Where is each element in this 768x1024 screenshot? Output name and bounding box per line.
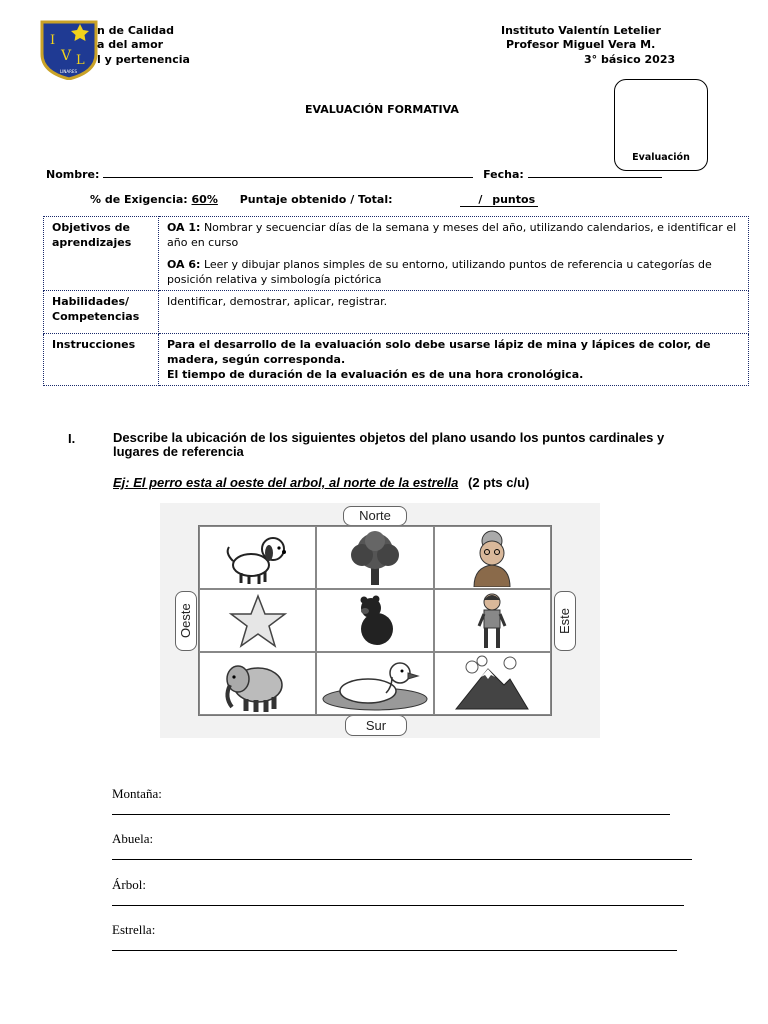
shield-icon <box>40 18 98 80</box>
oa1-text <box>167 220 742 250</box>
table-row <box>44 334 749 386</box>
exigencia-label: % de Exigencia: <box>90 193 188 206</box>
instrucciones-content <box>159 334 749 386</box>
example-line <box>113 475 529 490</box>
duck-icon <box>320 655 430 713</box>
habilidades-text: Identificar, demostrar, aplicar, registrar. <box>159 291 749 334</box>
tree-icon <box>340 529 410 587</box>
instrucciones-line-1: Para el desarrollo de la evaluación solo debe usarse lápiz de mina y lápices de color, de madera, según corresponda. <box>167 338 711 366</box>
map-cell <box>199 526 316 589</box>
star-icon <box>228 593 288 649</box>
oa6-text <box>167 257 742 287</box>
grade-box-label: Evaluación <box>632 152 690 163</box>
puntaje-field[interactable] <box>460 193 538 207</box>
answer-line-abuela[interactable] <box>112 859 692 860</box>
nombre-field[interactable] <box>103 165 473 178</box>
cardinal-map <box>160 503 600 738</box>
oa6-description: Leer y dibujar planos simples de su entorno, utilizando puntos de referencia u categorías de posición relativa y simbología pictórica <box>167 258 712 286</box>
grade-year: 3° básico 2023 <box>584 53 676 66</box>
page-title: EVALUACIÓN FORMATIVA <box>305 103 459 116</box>
mountain-icon <box>452 655 532 713</box>
oa1-code: OA 1: <box>167 221 201 234</box>
school-logo <box>40 18 98 80</box>
south-label: Sur <box>345 715 407 736</box>
puntaje-unit: puntos <box>492 193 536 206</box>
answer-label-arbol: Árbol: <box>112 877 146 892</box>
instrucciones-line-2: El tiempo de duración de la evaluación es de una hora cronológica. <box>167 368 584 381</box>
score-row <box>90 193 538 207</box>
map-cell <box>316 652 433 715</box>
east-label: Este <box>554 591 576 651</box>
map-cell <box>316 589 433 652</box>
grade-box[interactable] <box>614 79 708 171</box>
map-grid <box>198 525 552 716</box>
map-cell <box>199 589 316 652</box>
west-label: Oeste <box>175 591 197 651</box>
nombre-label: Nombre: <box>46 168 100 181</box>
habilidades-label: Habilidades/ Competencias <box>44 291 159 334</box>
fecha-field[interactable] <box>528 165 662 178</box>
example-text: Ej: El perro esta al oeste del arbol, al norte de la estrella <box>113 475 459 490</box>
header-left-line-3: l y pertenencia <box>97 53 190 66</box>
logo-caption: LINARES <box>60 69 77 74</box>
exigencia-value: 60% <box>191 193 218 206</box>
answer-line-arbol[interactable] <box>112 905 684 906</box>
oa6-code: OA 6: <box>167 258 201 271</box>
name-date-row <box>46 165 662 181</box>
dog-icon <box>213 529 303 587</box>
logo-letter-l: L <box>76 53 85 68</box>
map-cell <box>199 652 316 715</box>
elephant-icon <box>218 655 298 713</box>
puntaje-slash: / <box>478 193 483 206</box>
instrucciones-label: Instrucciones <box>44 334 159 386</box>
puntaje-label: Puntaje obtenido / Total: <box>239 193 393 206</box>
bear-icon <box>345 593 405 649</box>
answer-label-estrella: Estrella: <box>112 922 156 937</box>
answer-label-abuela: Abuela: <box>112 831 154 846</box>
table-row <box>44 217 749 291</box>
section-number: I. <box>68 431 76 446</box>
answer-line-estrella[interactable] <box>112 950 677 951</box>
objectives-table <box>43 216 749 386</box>
header-left-line-1: n de Calidad <box>97 24 175 37</box>
institute-name: Instituto Valentín Letelier <box>501 24 661 37</box>
boy-icon <box>467 592 517 650</box>
section-instruction: Describe la ubicación de los siguientes objetos del plano usando los puntos cardinales y lugares de referencia <box>113 430 665 459</box>
teacher-name: Profesor Miguel Vera M. <box>506 38 656 51</box>
table-row <box>44 291 749 334</box>
answer-line-montana[interactable] <box>112 814 670 815</box>
map-cell <box>434 652 551 715</box>
logo-letter-i: I <box>50 33 56 48</box>
points-text: (2 pts c/u) <box>467 475 530 490</box>
map-cell <box>316 526 433 589</box>
objetivos-label: Objetivos de aprendizajes <box>44 217 159 291</box>
oa1-description: Nombrar y secuenciar días de la semana y meses del año, utilizando calendarios, e identificar el año en curso <box>167 221 737 249</box>
fecha-label: Fecha: <box>483 168 524 181</box>
grandmother-icon <box>462 529 522 587</box>
map-cell <box>434 526 551 589</box>
north-label: Norte <box>343 506 407 526</box>
header-left-line-2: a del amor <box>97 38 164 51</box>
objetivos-content <box>159 217 749 291</box>
logo-letter-v: V <box>61 48 72 64</box>
answer-label-montana: Montaña: <box>112 786 162 801</box>
map-cell <box>434 589 551 652</box>
